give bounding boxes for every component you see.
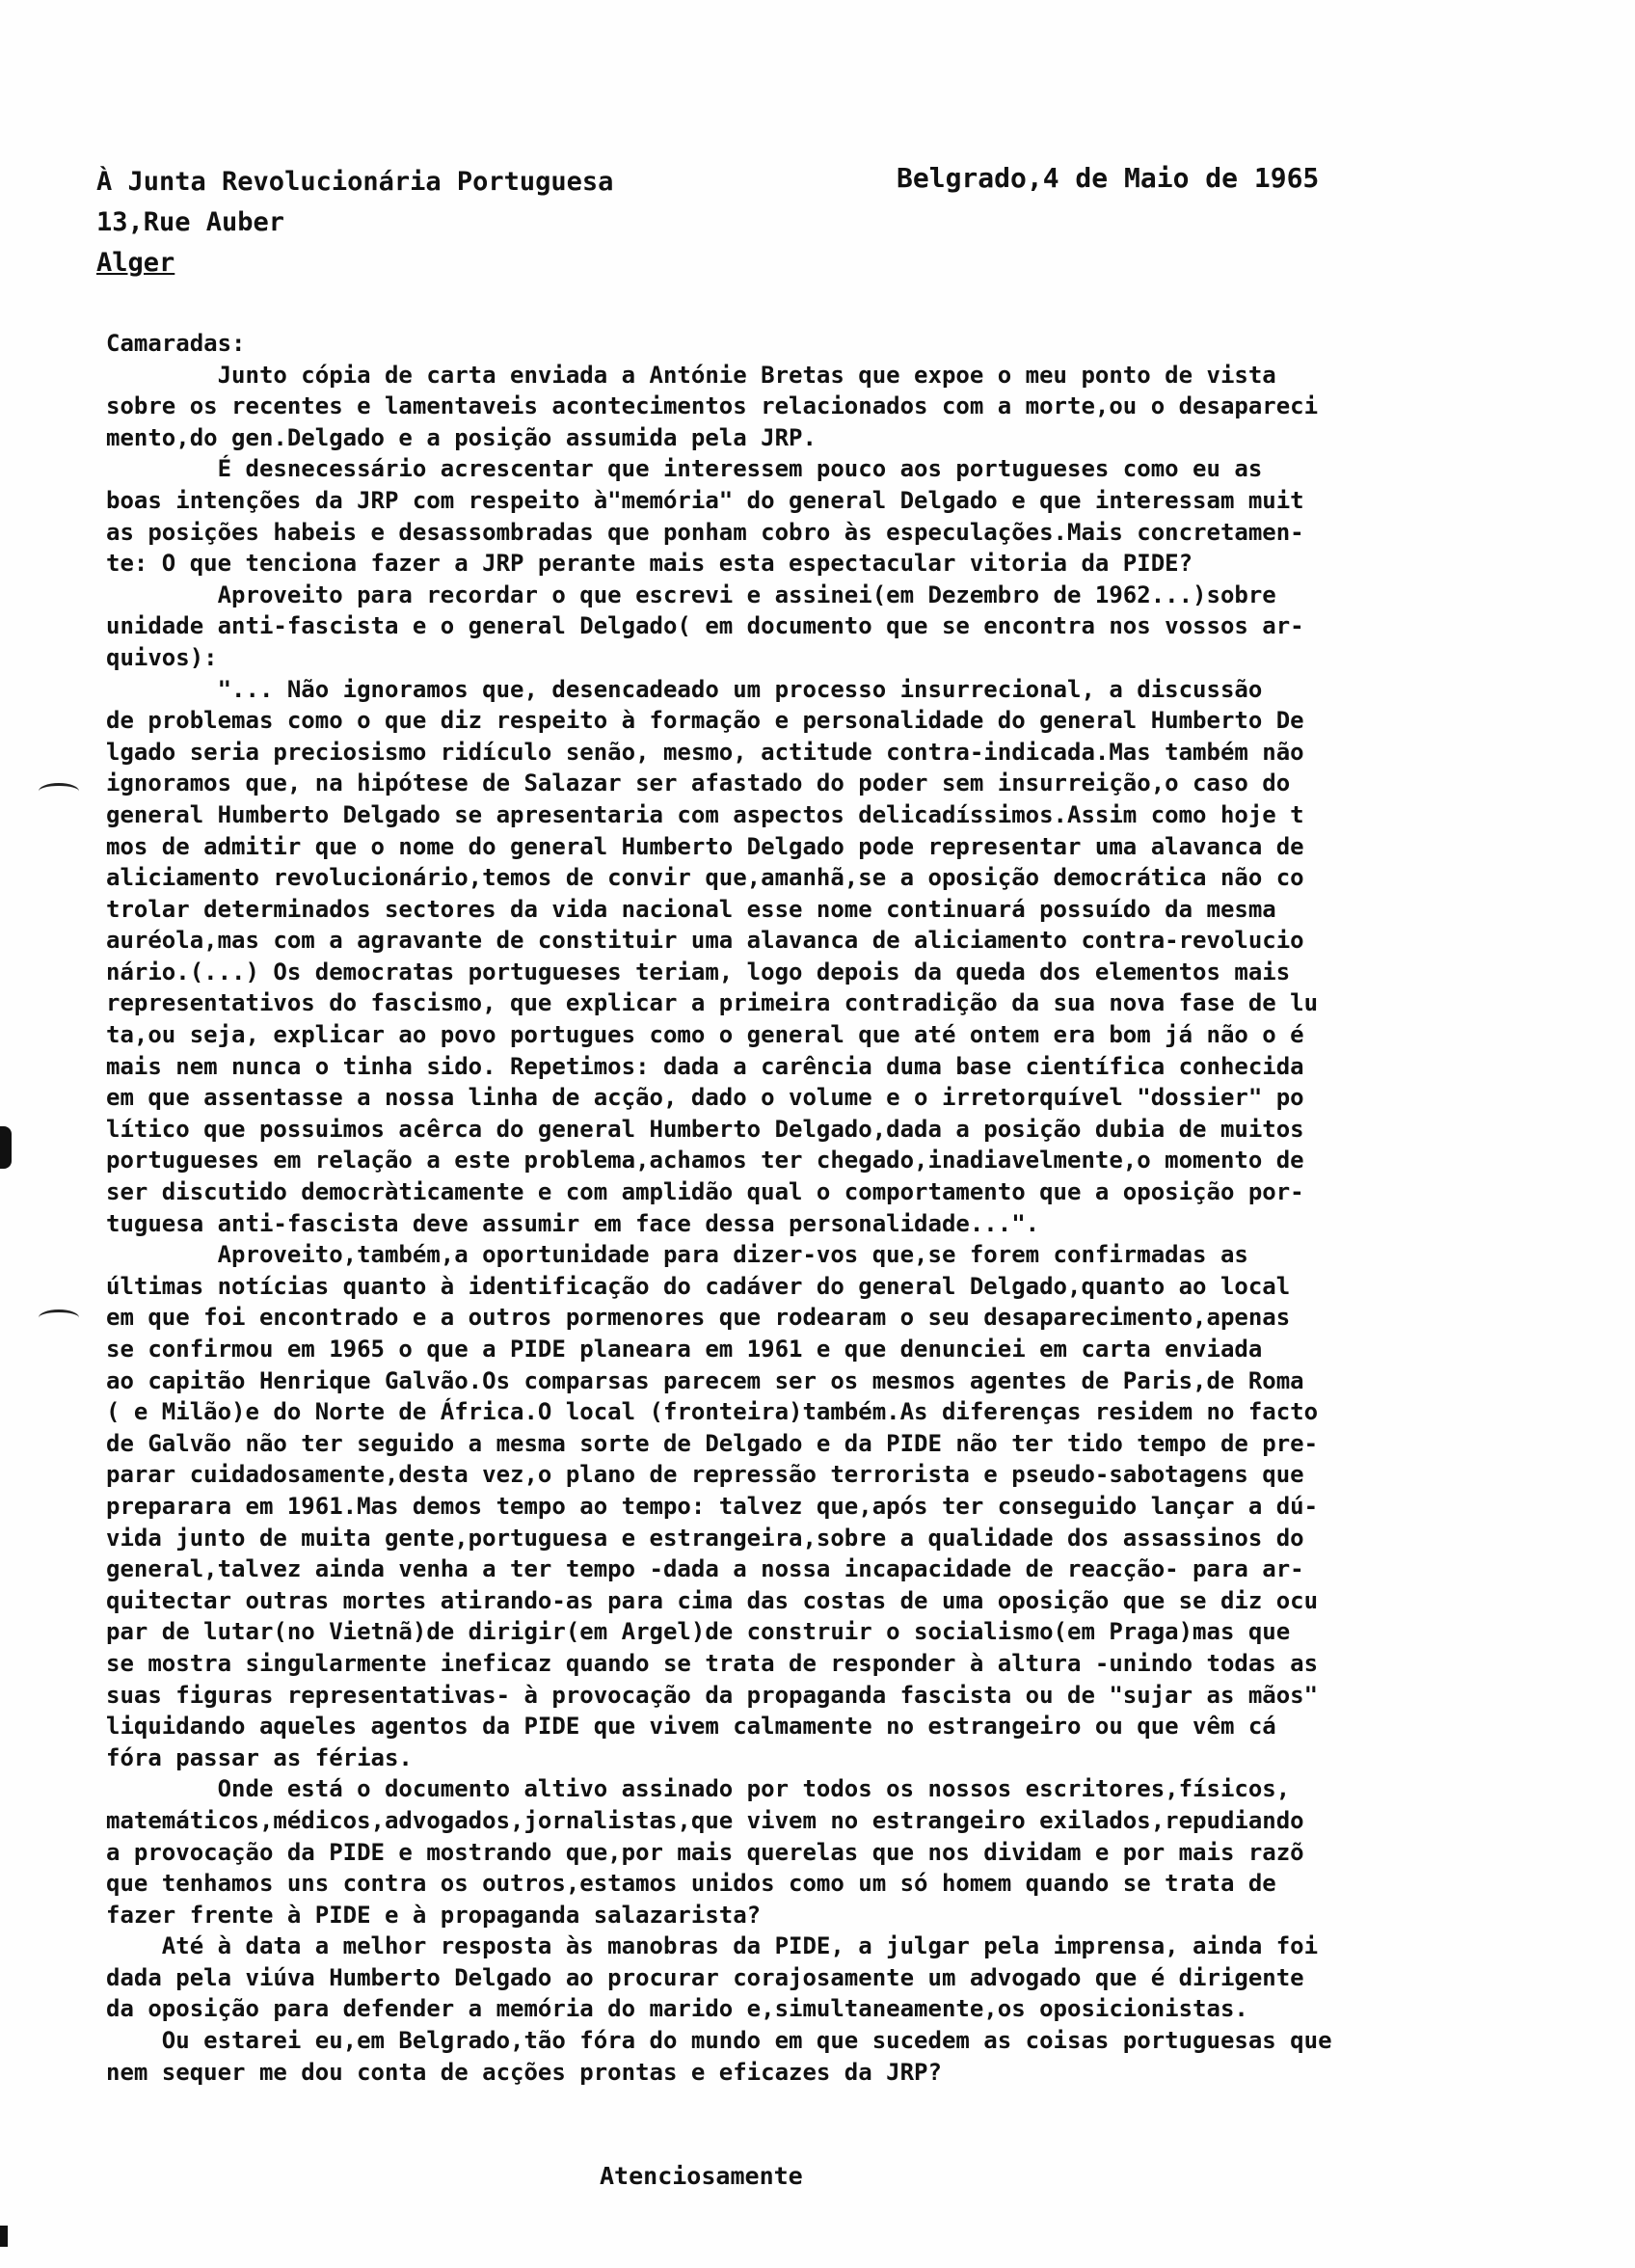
recipient-street: 13,Rue Auber	[96, 207, 285, 237]
text-line: que tenhamos uns contra os outros,estamos unidos como um só homem quando se trata de	[106, 1870, 1276, 1898]
text-line: de Galvão não ter seguido a mesma sorte de Delgado e da PIDE não ter tido tempo de pre-	[106, 1429, 1319, 1457]
text-line: vida junto de muita gente,portuguesa e estrangeira,sobre a qualidade dos assassinos do	[106, 1524, 1304, 1552]
text-line: portugueses em relação a este problema,achamos ter chegado,inadiavelmente,o momento de	[106, 1147, 1304, 1174]
text-line: Aproveito para recordar o que escrevi e assinei(em Dezembro de 1962...)sobre	[106, 580, 1276, 608]
text-line: auréola,mas com a agravante de constituir uma alavanca de aliciamento contra-revolucio	[106, 927, 1304, 955]
text-line: em que foi encontrado e a outros pormenores que rodearam o seu desaparecimento,apenas	[106, 1304, 1291, 1332]
text-line: Junto cópia de carta enviada a Antónie Bretas que expoe o meu ponto de vista	[106, 361, 1276, 389]
text-line: par de lutar(no Vietnã)de dirigir(em Argel)de construir o socialismo(em Praga)mas que	[106, 1618, 1291, 1646]
text-line: ignoramos que, na hipótese de Salazar ser afastado do poder sem insurreição,o caso do	[106, 770, 1291, 797]
text-line: ser discutido democràticamente e com amplidão qual o comportamento que a oposição por-	[106, 1178, 1304, 1206]
text-line: É desnecessário acrescentar que interessem pouco aos portugueses como eu as	[106, 455, 1263, 483]
text-line: Ou estarei eu,em Belgrado,tão fóra do mundo em que sucedem as coisas portuguesas que	[106, 2027, 1332, 2055]
text-line: da oposição para defender a memória do marido e,simultaneamente,os oposicionistas.	[106, 1995, 1248, 2023]
text-line: Onde está o documento altivo assinado por todos os nossos escritores,físicos,	[106, 1775, 1291, 1803]
text-line: se confirmou em 1965 o que a PIDE planeara em 1961 e que denunciei em carta enviada	[106, 1336, 1263, 1363]
text-line: Até à data a melhor resposta às manobras da PIDE, a julgar pela imprensa, ainda foi	[106, 1932, 1319, 1960]
recipient-address	[96, 162, 613, 284]
text-line: mento,do gen.Delgado e a posição assumida pela JRP.	[106, 423, 817, 451]
text-line: quitectar outras mortes atirando-as para cima das costas de uma oposição que se diz ocu	[106, 1586, 1319, 1614]
margin-dot	[0, 2226, 8, 2247]
text-line: mos de admitir que o nome do general Humberto Delgado pode representar uma alavanca de	[106, 832, 1304, 860]
text-line: em que assentasse a nossa linha de acção, dado o volume e o irretorquível "dossier" po	[106, 1084, 1304, 1112]
text-line: últimas notícias quanto à identificação do cadáver do general Delgado,quanto ao local	[106, 1272, 1291, 1300]
text-line: dada pela viúva Humberto Delgado ao procurar corajosamente um advogado que é dirigente	[106, 1963, 1304, 1991]
text-line: general Humberto Delgado se apresentaria com aspectos delicadíssimos.Assim como hoje t	[106, 800, 1304, 828]
text-line: Aproveito,também,a oportunidade para dizer-vos que,se forem confirmadas as	[106, 1241, 1248, 1269]
margin-mark	[39, 1310, 79, 1326]
text-line: general,talvez ainda venha a ter tempo -dada a nossa incapacidade de reacção- para ar-	[106, 1555, 1304, 1583]
text-line: nário.(...) Os democratas portugueses teriam, logo depois da queda dos elementos mais	[106, 958, 1291, 986]
text-line: fazer frente à PIDE e à propaganda salazarista?	[106, 1901, 762, 1929]
text-line: Camaradas:	[106, 330, 246, 357]
text-line: liquidando aqueles agentos da PIDE que vivem calmamente no estrangeiro ou que vêm cá	[106, 1713, 1276, 1741]
text-line: se mostra singularmente ineficaz quando se trata de responder à altura -unindo todas as	[106, 1649, 1319, 1677]
text-line: ao capitão Henrique Galvão.Os comparsas parecem ser os mesmos agentes de Paris,de Roma	[106, 1366, 1304, 1394]
letter-body	[106, 328, 1571, 2088]
place-date: Belgrado,4 de Maio de 1965	[897, 162, 1320, 194]
text-line: aliciamento revolucionário,temos de convir que,amanhã,se a oposição democrática não co	[106, 864, 1304, 892]
text-line: parar cuidadosamente,desta vez,o plano de repressão terrorista e pseudo-sabotagens que	[106, 1461, 1304, 1489]
text-line: trolar determinados sectores da vida nacional esse nome continuará possuído da mesma	[106, 895, 1276, 923]
text-line: mais nem nunca o tinha sido. Repetimos: dada a carência duma base científica conhecida	[106, 1052, 1304, 1080]
text-line: fóra passar as férias.	[106, 1743, 413, 1771]
text-line: lítico que possuimos acêrca do general Humberto Delgado,dada a posição dubia de muitos	[106, 1115, 1304, 1143]
text-line: boas intenções da JRP com respeito à"memória" do general Delgado e que interessam muit	[106, 486, 1304, 514]
text-line: a provocação da PIDE e mostrando que,por mais querelas que nos dividam e por mais razõ	[106, 1838, 1304, 1866]
recipient-city: Alger	[96, 248, 175, 278]
text-line: sobre os recentes e lamentaveis acontecimentos relacionados com a morte,ou o desapareci	[106, 392, 1319, 420]
text-line: representativos do fascismo, que explicar a primeira contradição da sua nova fase de lu	[106, 989, 1319, 1017]
text-line: matemáticos,médicos,advogados,jornalistas,que vivem no estrangeiro exilados,repudiando	[106, 1806, 1304, 1834]
text-line: ta,ou seja, explicar ao povo portugues como o general que até ontem era bom já não o é	[106, 1021, 1304, 1049]
text-line: te: O que tenciona fazer a JRP perante mais esta espectacular vitoria da PIDE?	[106, 550, 1193, 578]
margin-mark	[39, 783, 79, 799]
text-line: nem sequer me dou conta de acções prontas e eficazes da JRP?	[106, 2058, 942, 2086]
closing: Atenciosamente	[600, 2162, 803, 2190]
text-line: lgado seria preciosismo ridículo senão, mesmo, actitude contra-indicada.Mas também não	[106, 738, 1304, 766]
text-line: "... Não ignoramos que, desencadeado um processo insurrecional, a discussão	[106, 675, 1263, 703]
text-line: tuguesa anti-fascista deve assumir em face dessa personalidade...".	[106, 1209, 1040, 1237]
text-line: unidade anti-fascista e o general Delgado( em documento que se encontra nos vossos ar-	[106, 612, 1304, 640]
text-line: quivos):	[106, 643, 218, 671]
text-line: as posições habeis e desassombradas que ponham cobro às especulações.Mais concretamen-	[106, 518, 1304, 546]
text-line: ( e Milão)e do Norte de África.O local (fronteira)também.As diferenças residem no facto	[106, 1398, 1319, 1426]
text-line: preparara em 1961.Mas demos tempo ao tempo: talvez que,após ter conseguido lançar a dú-	[106, 1492, 1319, 1520]
recipient-name: À Junta Revolucionária Portuguesa	[96, 167, 614, 197]
margin-dot	[0, 1126, 12, 1169]
text-line: de problemas como o que diz respeito à formação e personalidade do general Humberto De	[106, 707, 1304, 735]
text-line: suas figuras representativas- à provocação da propaganda fascista ou de "sujar as mãos"	[106, 1681, 1319, 1709]
